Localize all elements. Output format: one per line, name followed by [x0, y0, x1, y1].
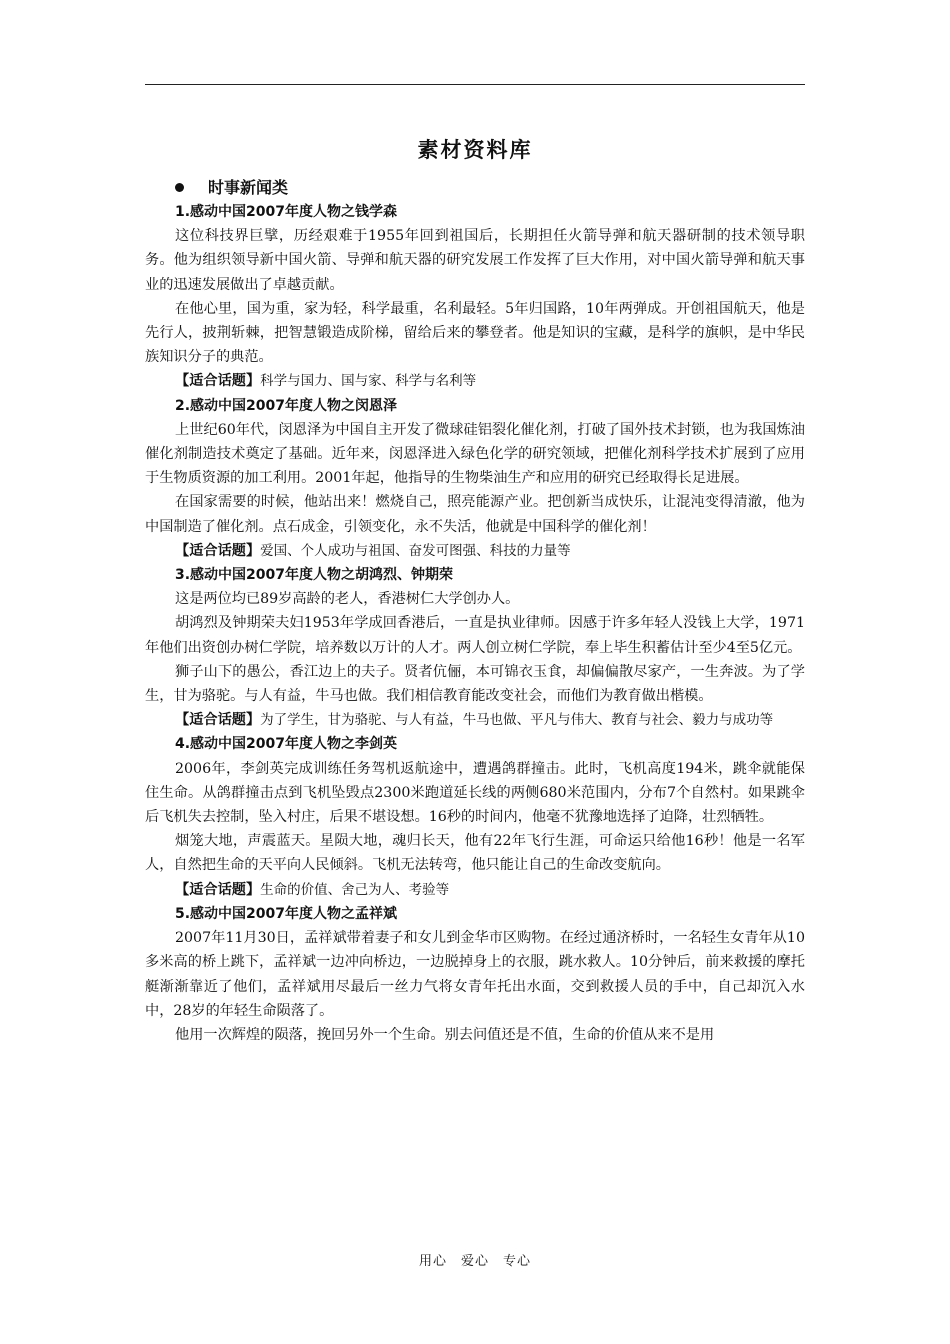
- topic-line: [145, 878, 805, 902]
- paragraph: 2006年，李剑英完成训练任务驾机返航途中，遭遇鸽群撞击。此时，飞机高度194米，跳伞就能保住生命。从鸽群撞击点到飞机坠毁点2300米跑道延长线的两侧680米范围内，分布7个自然村。如果跳伞后飞机失去控制，坠入村庄，后果不堪设想。16秒的时间内，他毫不犹豫地选择了迫降，壮烈牺牲。: [145, 760, 805, 826]
- paragraph: 烟笼大地，声震蓝天。星陨大地，魂归长天，他有22年飞行生涯，可命运只给他16秒！他是一名军人，自然把生命的天平向人民倾斜。飞机无法转弯，他只能让自己的生命改变航向。: [145, 833, 805, 874]
- article-4: [145, 732, 805, 901]
- topic-label: 【适合话题】: [175, 881, 261, 898]
- paragraph: 上世纪60年代，闵恩泽为中国自主开发了微球硅铝裂化催化剂，打破了国外技术封锁，也为我国炼油催化剂制造技术奠定了基础。近年来，闵恩泽进入绿色化学的研究领域，把催化剂科学技术扩展到了应用于生物质资源的加工利用。2001年起，他指导的生物柴油生产和应用的研究已经取得长足进展。: [145, 421, 805, 487]
- article-title: 4.感动中国2007年度人物之李剑英: [175, 736, 398, 753]
- topic-label: 【适合话题】: [175, 712, 261, 729]
- topic-label: 【适合话题】: [175, 542, 261, 559]
- topic-line: [145, 708, 805, 732]
- article-5: [145, 902, 805, 1047]
- article-2: [145, 394, 805, 563]
- page-title: 素材资料库: [417, 137, 533, 162]
- paragraph: 在他心里，国为重，家为轻，科学最重，名利最轻。5年归国路，10年两弹成。开创祖国航天，他是先行人，披荆斩棘，把智慧锻造成阶梯，留给后来的攀登者。他是知识的宝藏，是科学的旗帜，是中华民族知识分子的典范。: [145, 300, 805, 366]
- paragraph: 这位科技界巨擘，历经艰难于1955年回到祖国后，长期担任火箭导弹和航天器研制的技术领导职务。他为组织领导新中国火箭、导弹和航天器的研究发展工作发挥了巨大作用，对中国火箭导弹和航天事业的迅速发展做出了卓越贡献。: [145, 228, 805, 293]
- topic-text: 生命的价值、舍己为人、考验等: [260, 881, 450, 898]
- document-body: [145, 176, 805, 1047]
- article-title: 5.感动中国2007年度人物之孟祥斌: [175, 905, 398, 922]
- topic-label: 【适合话题】: [175, 373, 261, 390]
- paragraph: 狮子山下的愚公，香江边上的夫子。贤者伉俪，本可锦衣玉食，却偏偏散尽家产，一生奔波。为了学生，甘为骆驼。与人有益，牛马也做。我们相信教育能改变社会，而他们为教育做出楷模。: [145, 663, 805, 705]
- article-title: 1.感动中国2007年度人物之钱学森: [175, 204, 398, 220]
- paragraph: 在国家需要的时候，他站出来！燃烧自己，照亮能源产业。把创新当成快乐，让混沌变得清澈，他为中国制造了催化剂。点石成金，引领变化，永不失活，他就是中国科学的催化剂！: [145, 494, 805, 535]
- section-heading: [175, 176, 805, 200]
- topic-text: 爱国、个人成功与祖国、奋发可图强、科技的力量等: [260, 542, 571, 559]
- paragraph: 这是两位均已89岁高龄的老人，香港树仁大学创办人。: [175, 591, 520, 608]
- page-footer: 用心 爱心 专心: [418, 1254, 531, 1269]
- topic-text: 科学与国力、国与家、科学与名利等: [260, 373, 477, 390]
- section-label: 时事新闻类: [208, 178, 289, 197]
- header-rule: [145, 84, 805, 85]
- topic-line: [145, 539, 805, 563]
- topic-line: [145, 369, 805, 393]
- bullet-icon: [175, 183, 184, 192]
- topic-text: 为了学生，甘为骆驼、与人有益，牛马也做、平凡与伟大、教育与社会、毅力与成功等: [260, 712, 774, 729]
- article-1: [145, 200, 805, 394]
- article-title: 3.感动中国2007年度人物之胡鸿烈、钟期荣: [175, 567, 454, 584]
- paragraph: 他用一次辉煌的陨落，挽回另外一个生命。别去问值还是不值，生命的价值从来不是用: [175, 1026, 715, 1043]
- article-3: [145, 563, 805, 732]
- article-title: 2.感动中国2007年度人物之闵恩泽: [175, 397, 398, 414]
- paragraph: 2007年11月30日，孟祥斌带着妻子和女儿到金华市区购物。在经过通济桥时，一名轻生女青年从10多米高的桥上跳下，孟祥斌一边冲向桥边，一边脱掉身上的衣服，跳水救人。10分钟后，前来救援的摩托艇渐渐靠近了他们，孟祥斌用尽最后一丝力气将女青年托出水面，交到救援人员的手中，自己却沉入水中，28岁的年轻生命陨落了。: [145, 930, 805, 1019]
- paragraph: 胡鸿烈及钟期荣夫妇1953年学成回香港后，一直是执业律师。因感于许多年轻人没钱上大学，1971年他们出资创办树仁学院，培养数以万计的人才。两人创立树仁学院，奉上毕生积蓄估计至少4至5亿元。: [145, 615, 805, 656]
